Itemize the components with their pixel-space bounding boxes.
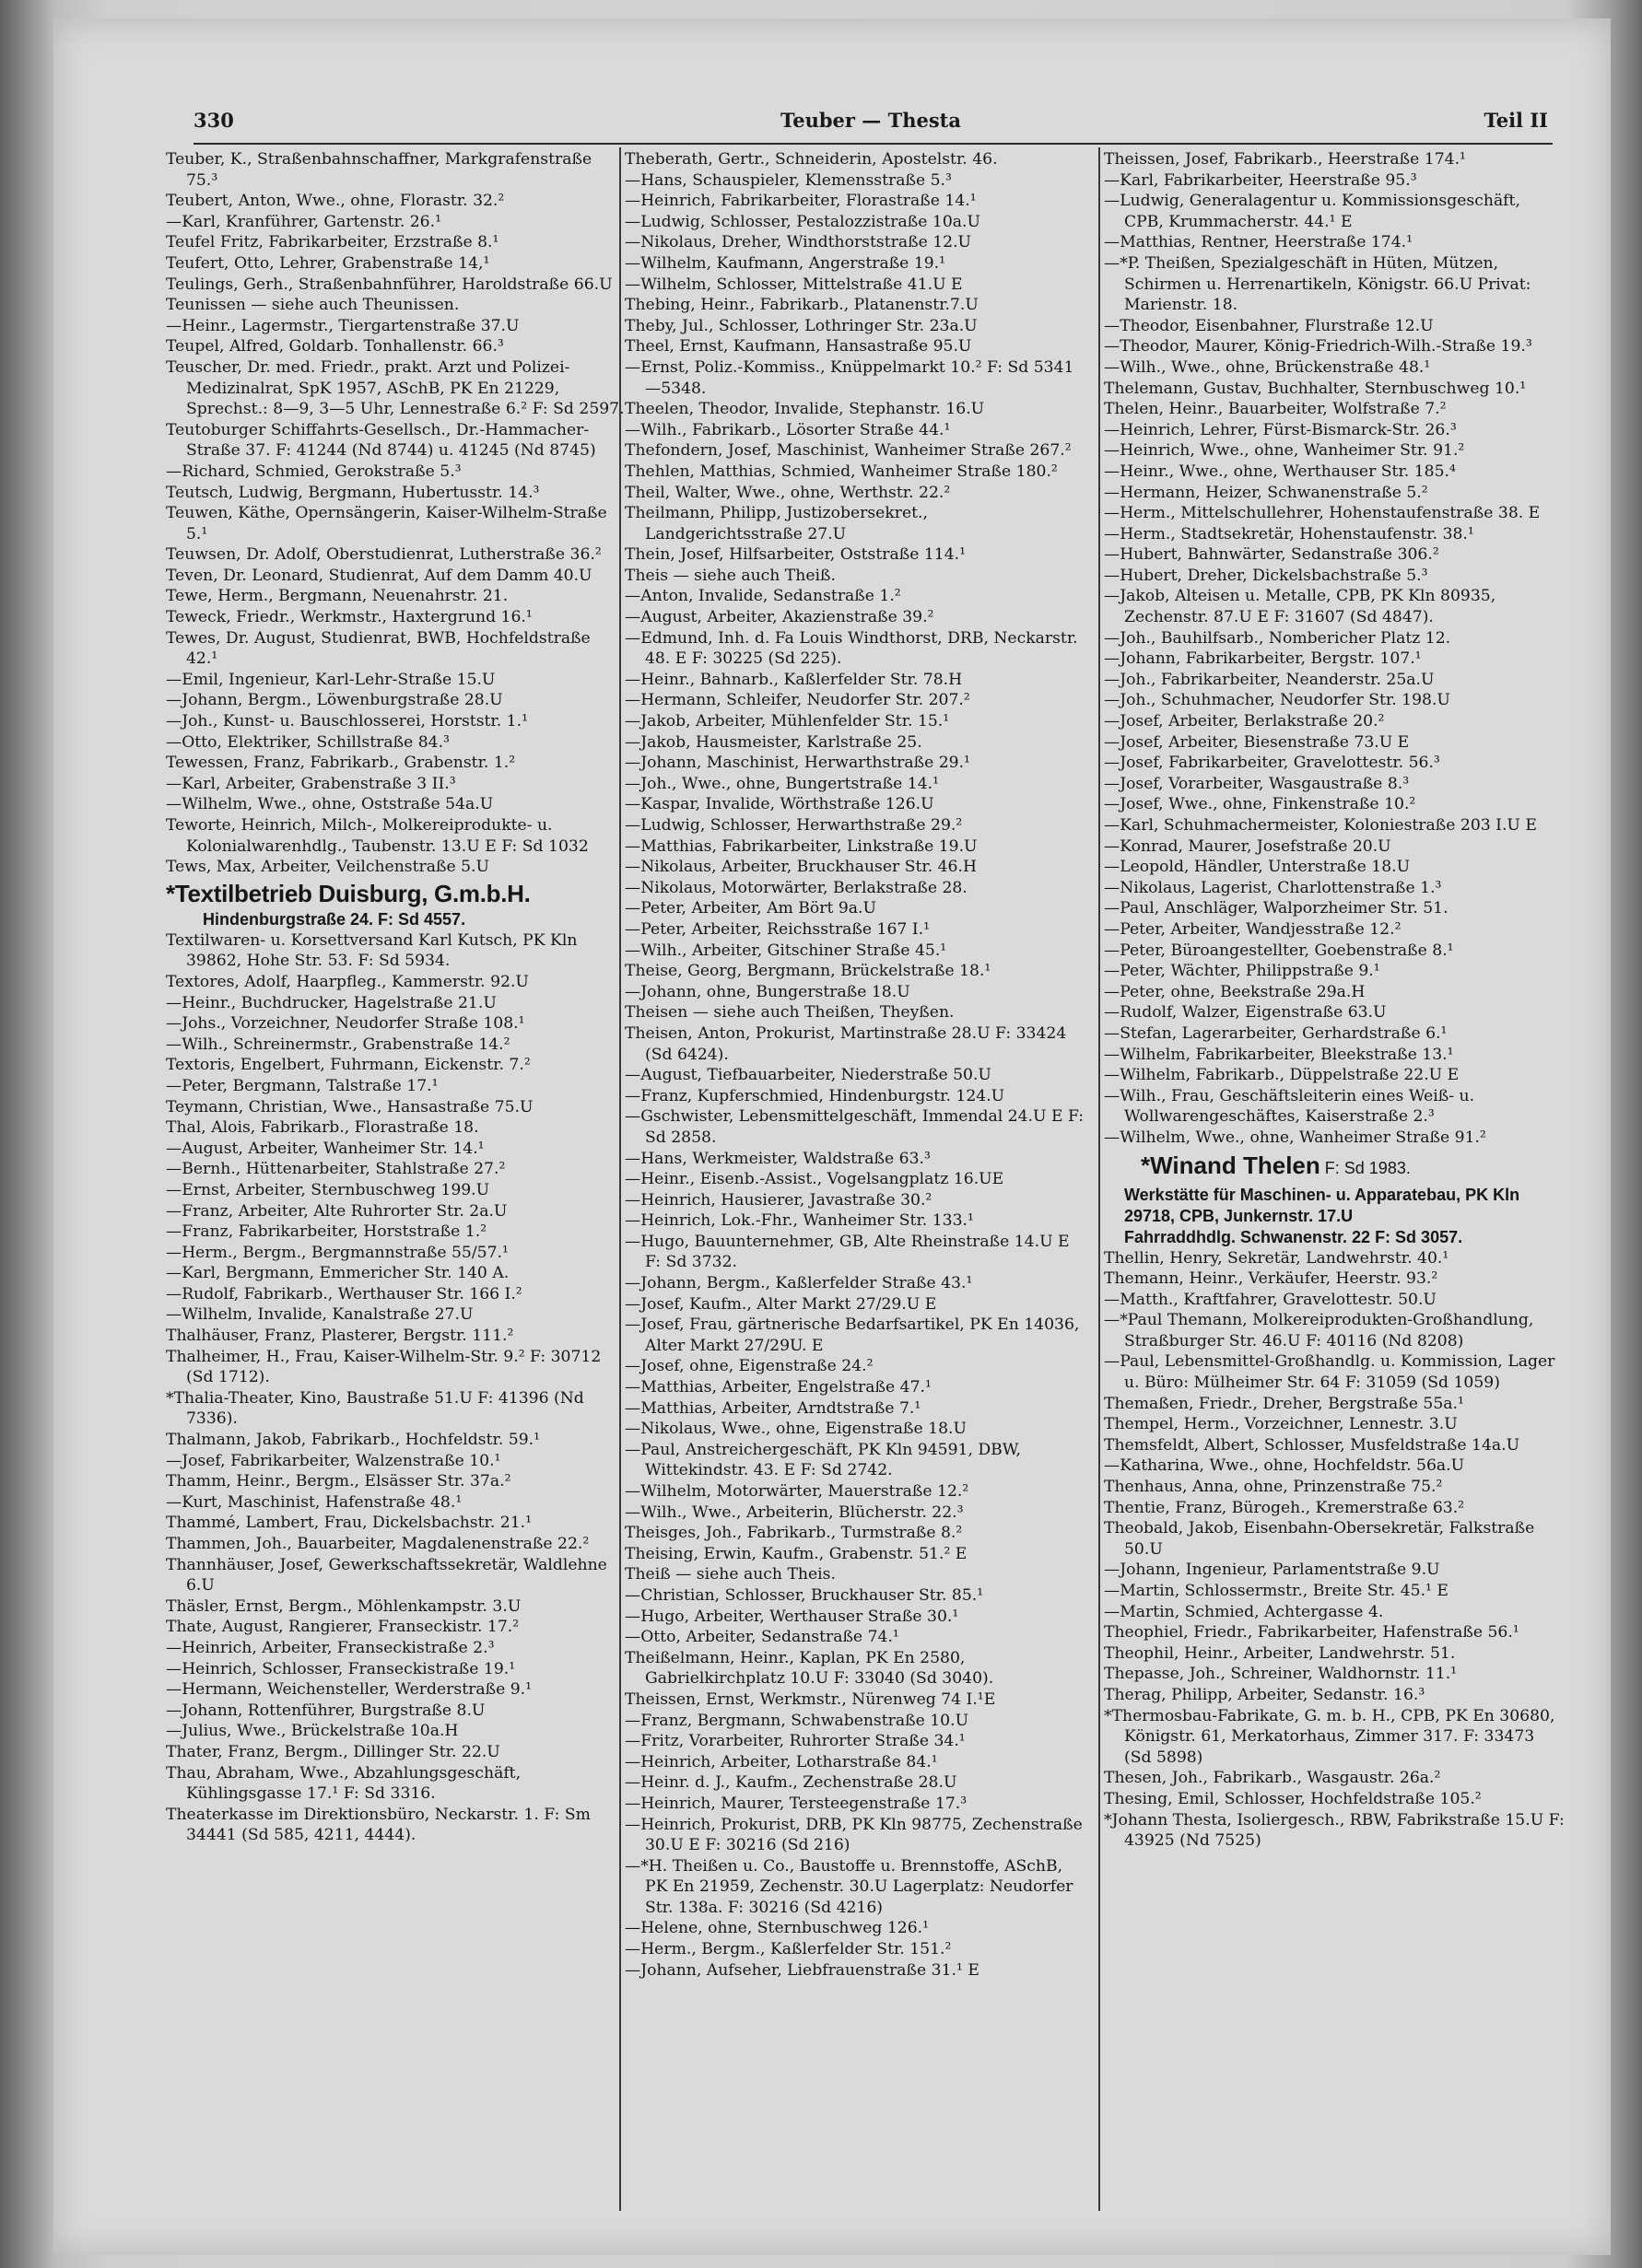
directory-entry: Theisen — siehe auch Theißen, Theyßen. [625,1003,955,1023]
directory-entry: —Peter, Arbeiter, Am Bört 9a.U [625,899,876,918]
directory-entry: Thempel, Herm., Vorzeichner, Lennestr. 3.U [1104,1415,1458,1434]
directory-entry: —Heinr., Lagermstr., Tiergartenstraße 37.U [166,316,520,335]
directory-entry: Theaterkasse im Direktionsbüro, Neckarstr. 1. F: Sm 34441 (Sd 585, 4211, 4444). [166,1805,591,1845]
directory-entry: Teworte, Heinrich, Milch-, Molkereiprodukte- u. Kolonialwarenhdlg., Taubenstr. 13.U E F: Sd 1032 [166,816,589,856]
directory-entry: —Karl, Bergmann, Emmericher Str. 140 A. [166,1264,510,1283]
directory-entry: —Anton, Invalide, Sedanstraße 1.² [625,587,901,606]
directory-entry: Thäsler, Ernst, Bergm., Möhlenkampstr. 3.U [166,1596,522,1616]
directory-entry: —Johann, Rottenführer, Burgstraße 8.U [166,1701,486,1720]
directory-entry: —Johann, ohne, Bungerstraße 18.U [625,982,910,1001]
directory-entry: Textores, Adolf, Haarpfleg., Kammerstr. 92.U [166,972,529,991]
directory-entry: —Herm., Mittelschullehrer, Hohenstaufenstraße 38. E [1104,504,1541,523]
directory-entry: —Josef, Frau, gärtnerische Bedarfsartikel, PK En 14036, Alter Markt 27/29U. E [625,1315,1080,1355]
directory-entry: Teuwsen, Dr. Adolf, Oberstudienrat, Lutherstraße 36.² [166,545,602,565]
directory-entry: —Wilhelm, Wwe., ohne, Oststraße 54a.U [166,795,494,814]
directory-entry: —Ludwig, Schlosser, Pestalozzistraße 10a.U [625,212,980,231]
directory-entry: Theiß — siehe auch Theis. [625,1565,836,1584]
directory-entry: —Wilh., Schreinermstr., Grabenstraße 14.² [166,1035,510,1054]
directory-entry: —Joh., Kunst- u. Bauschlosserei, Horststr. 1.¹ [166,712,528,731]
directory-entry: Therag, Philipp, Arbeiter, Sedanstr. 16.³ [1104,1685,1425,1704]
directory-entry: —Wilh., Fabrikarb., Lösorter Straße 44.¹ [625,420,951,439]
directory-entry: Teuwen, Käthe, Opernsängerin, Kaiser-Wilhelm-Straße 5.¹ [166,504,607,544]
directory-entry: —Karl, Schuhmachermeister, Koloniestraße 203 I.U E [1104,816,1537,835]
directory-entry: Tewe, Herm., Bergmann, Neuenahrstr. 21. [166,587,509,606]
directory-entry: Thebing, Heinr., Fabrikarb., Platanenstr.7.U [625,296,979,315]
directory-entry: —Nikolaus, Wwe., ohne, Eigenstraße 18.U [625,1420,967,1439]
directory-entry: —Josef, Fabrikarbeiter, Gravelottestr. 56.³ [1104,754,1440,773]
directory-entry: —Herm., Stadtsekretär, Hohenstaufenstr. 38.¹ [1104,524,1474,544]
directory-entry: Theelen, Theodor, Invalide, Stephanstr. 16.U [625,400,985,419]
directory-entry: Theise, Georg, Bergmann, Brückelstraße 18.¹ [625,962,991,981]
directory-entry: —Rudolf, Fabrikarb., Werthauser Str. 166 I.² [166,1284,522,1304]
directory-entry: —Wilhelm, Wwe., ohne, Wanheimer Straße 91.² [1104,1128,1486,1147]
directory-entry: —Josef, Wwe., ohne, Finkenstraße 10.² [1104,795,1416,814]
directory-entry: —Nikolaus, Arbeiter, Bruckhauser Str. 46.H [625,858,977,877]
directory-entry: Thentie, Franz, Bürogeh., Kremerstraße 63.² [1104,1498,1465,1517]
directory-entry: —Peter, Büroangestellter, Goebenstraße 8.¹ [1104,941,1454,960]
directory-entry: —*Paul Themann, Molkereiprodukten-Großhandlung, Straßburger Str. 46.U F: 40116 (Nd 8208) [1104,1311,1534,1350]
directory-entry: —Gschwister, Lebensmittelgeschäft, Immendal 24.U E F: Sd 2858. [625,1107,1085,1147]
directory-entry: —Theodor, Eisenbahner, Flurstraße 12.U [1104,316,1434,335]
directory-entry: Theil, Walter, Wwe., ohne, Werthstr. 22.² [625,483,951,502]
directory-entry: —Paul, Lebensmittel-Großhandlg. u. Kommission, Lager u. Büro: Mülheimer Str. 64 F: 31059 (Sd 1059) [1104,1352,1555,1393]
directory-entry: —Joh., Bauhilfsarb., Nombericher Platz 12. [1104,628,1451,648]
directory-entry: Themsfeldt, Albert, Schlosser, Musfeldstraße 14a.U [1104,1435,1520,1455]
directory-entry: —Heinrich, Wwe., ohne, Wanheimer Str. 91.² [1104,441,1465,461]
directory-entry: Thelemann, Gustav, Buchhalter, Sternbuschweg 10.¹ [1104,379,1527,398]
directory-entry: Thate, August, Rangierer, Franseckistr. 17.² [166,1618,520,1637]
directory-entry: —Hans, Schauspieler, Klemensstraße 5.³ [625,170,952,190]
directory-entry: —Wilh., Frau, Geschäftsleiterin eines Weiß- u. Wollwarengeschäftes, Kaiserstraße 2.³ [1104,1086,1475,1127]
directory-entry: Thalheimer, H., Frau, Kaiser-Wilhelm-Str. 9.² F: 30712 (Sd 1712). [166,1347,602,1387]
directory-entry: Theisges, Joh., Fabrikarb., Turmstraße 8.² [625,1524,963,1543]
directory-entry: —Peter, ohne, Beekstraße 29a.H [1104,982,1366,1001]
directory-entry: Teunissen — siehe auch Theunissen. [166,296,460,315]
directory-entry: —Matthias, Rentner, Heerstraße 174.¹ [1104,233,1413,252]
directory-entry: —Heinrich, Prokurist, DRB, PK Kln 98775, Zechenstraße 30.U E F: 30216 (Sd 216) [625,1815,1083,1855]
directory-entry: —Josef, Fabrikarbeiter, Walzenstraße 10.¹ [166,1451,501,1470]
directory-entry: —Johs., Vorzeichner, Neudorfer Straße 108.¹ [166,1014,525,1034]
directory-entry: —Peter, Wächter, Philippstraße 9.¹ [1104,962,1380,981]
directory-entry: —Jakob, Alteisen u. Metalle, CPB, PK Kln 80935, Zechenstr. 87.U E F: 31607 (Sd 4847). [1104,587,1496,627]
directory-entry: —Nikolaus, Dreher, Windthorststraße 12.U [625,233,972,252]
directory-entry: *Thermosbau-Fabrikate, G. m. b. H., CPB, PK En 30680, Königstr. 61, Merkatorhaus, Zimmer 317. F: 33473 (Sd 5898) [1104,1706,1555,1767]
directory-entry: Teufert, Otto, Lehrer, Grabenstraße 14,¹ [166,253,490,273]
directory-entry: —Leopold, Händler, Unterstraße 18.U [1104,858,1411,877]
page-header [194,109,1548,136]
directory-entry: —Paul, Anschläger, Walporzheimer Str. 51. [1104,899,1448,918]
directory-entry: —Ludwig, Generalagentur u. Kommissionsgeschäft, CPB, Krummacherstr. 44.¹ E [1104,192,1520,231]
directory-entry: —Heinrich, Fabrikarbeiter, Florastraße 14.¹ [625,192,977,211]
directory-entry: Teuber, K., Straßenbahnschaffner, Markgrafenstraße 75.³ [166,150,592,190]
directory-entry: Thalmann, Jakob, Fabrikarb., Hochfeldstr. 59.¹ [166,1431,540,1450]
directory-entry: —Johann, Fabrikarbeiter, Bergstr. 107.¹ [1104,649,1422,669]
directory-entry: —Nikolaus, Lagerist, Charlottenstraße 1.³ [1104,878,1442,897]
directory-entry: Tews, Max, Arbeiter, Veilchenstraße 5.U [166,858,489,877]
directory-entry: —Helene, ohne, Sternbuschweg 126.¹ [625,1919,930,1938]
directory-entry: —Karl, Arbeiter, Grabenstraße 3 II.³ [166,774,456,793]
directory-entry: —Fritz, Vorarbeiter, Ruhrorter Straße 34.¹ [625,1732,966,1751]
directory-entry: —Martin, Schlossermstr., Breite Str. 45.¹ E [1104,1582,1448,1600]
directory-entry: Teulings, Gerh., Straßenbahnführer, Haroldstraße 66.U [166,275,613,294]
directory-entry: —Wilh., Wwe., ohne, Brückenstraße 48.¹ [1104,357,1431,377]
directory-entry: —Ludwig, Schlosser, Herwarthstraße 29.² [625,816,963,835]
directory-entry: Thammen, Joh., Bauarbeiter, Magdalenenstraße 22.² [166,1535,590,1553]
directory-entry: —Matthias, Arbeiter, Engelstraße 47.¹ [625,1378,932,1397]
directory-entry: Teutsch, Ludwig, Bergmann, Hubertusstr. 14.³ [166,483,540,502]
directory-entry: Teven, Dr. Leonard, Studienrat, Auf dem Damm 40.U [166,566,592,585]
directory-entry: Themann, Heinr., Verkäufer, Heerstr. 93.² [1104,1269,1438,1289]
advertisement-phone: F: Sd 1983. [1319,1158,1411,1177]
directory-entry: —August, Arbeiter, Wanheimer Str. 14.¹ [166,1139,485,1158]
directory-entry: —Kaspar, Invalide, Wörthstraße 126.U [625,795,934,814]
directory-entry: —Wilhelm, Invalide, Kanalstraße 27.U [166,1305,474,1325]
part-label: Teil II [1484,109,1548,132]
directory-entry: —Johann, Aufseher, Liebfrauenstraße 31.¹ E [625,1960,979,1980]
directory-entry: —Hubert, Bahnwärter, Sedanstraße 306.² [1104,545,1439,565]
directory-entry: Theissen, Josef, Fabrikarb., Heerstraße 174.¹ [1104,150,1466,169]
directory-entry: —Hermann, Schleifer, Neudorfer Str. 207.² [625,691,970,710]
column-3 [1104,149,1565,1852]
directory-entry: Thammé, Lambert, Frau, Dickelsbachstr. 21.¹ [166,1514,532,1533]
directory-entry: Thalhäuser, Franz, Plasterer, Bergstr. 111.² [166,1327,514,1346]
directory-entry: —Rudolf, Walzer, Eigenstraße 63.U [1104,1003,1387,1023]
directory-entry: Textoris, Engelbert, Fuhrmann, Eickenstr. 7.² [166,1056,531,1075]
directory-entry: —Wilhelm, Fabrikarb., Düppelstraße 22.U E [1104,1066,1460,1085]
directory-entry: —Julius, Wwe., Brückelstraße 10a.H [166,1722,459,1741]
directory-entry: Textilwaren- u. Korsettversand Karl Kutsch, PK Kln 39862, Hohe Str. 53. F: Sd 5934. [166,930,578,971]
directory-entry: Theel, Ernst, Kaufmann, Hansastraße 95.U [625,337,972,357]
directory-entry: —Johann, Bergm., Kaßlerfelder Straße 43.¹ [625,1274,973,1293]
directory-entry: Thelen, Heinr., Bauarbeiter, Wolfstraße 7.² [1104,400,1447,419]
advertisement-line: Fahrraddhdlg. Schwanenstr. 22 F: Sd 3057. [1124,1227,1463,1246]
directory-entry: Thepasse, Joh., Schreiner, Waldhornstr. 11.¹ [1104,1665,1458,1684]
column-1 [166,149,627,1846]
directory-entry: —Wilh., Arbeiter, Gitschiner Straße 45.¹ [625,941,947,960]
directory-entry: —Wilhelm, Motorwärter, Mauerstraße 12.² [625,1482,969,1501]
directory-entry: —Katharina, Wwe., ohne, Hochfeldstr. 56a.U [1104,1456,1465,1476]
directory-entry: —Hugo, Arbeiter, Werthauser Straße 30.¹ [625,1607,959,1626]
advertisement-heading [1104,1149,1565,1185]
directory-entry: Theby, Jul., Schlosser, Lothringer Str. 23a.U [625,316,978,335]
directory-entry: —Matthias, Fabrikarbeiter, Linkstraße 19.U [625,836,978,856]
directory-entry: Teutoburger Schiffahrts-Gesellsch., Dr.-Hammacher-Straße 37. F: 41244 (Nd 8744) u. 41245 (Nd 8745) [166,420,596,461]
directory-entry: —Hans, Werkmeister, Waldstraße 63.³ [625,1149,931,1168]
directory-entry: —Heinr. d. J., Kaufm., Zechenstraße 28.U [625,1773,957,1793]
directory-entry: Teupel, Alfred, Goldarb. Tonhallenstr. 66.³ [166,337,504,357]
directory-entry: Theising, Erwin, Kaufm., Grabenstr. 51.² E [625,1544,968,1563]
directory-entry: —Ernst, Poliz.-Kommiss., Knüppelmarkt 10.² F: Sd 5341—5348. [625,357,1074,398]
directory-entry: —Josef, Arbeiter, Biesenstraße 73.U E [1104,732,1410,752]
directory-entry: Tewes, Dr. August, Studienrat, BWB, Hochfeldstraße 42.¹ [166,628,591,669]
directory-entry: —Josef, ohne, Eigenstraße 24.² [625,1357,874,1376]
directory-entry: —Joh., Schuhmacher, Neudorfer Str. 198.U [1104,691,1450,710]
directory-entry: Theilmann, Philipp, Justizobersekret., Landgerichtsstraße 27.U [625,504,928,544]
page-number: 330 [194,109,234,132]
directory-entry: Theis — siehe auch Theiß. [625,566,836,585]
directory-entry: *Thalia-Theater, Kino, Baustraße 51.U F: 41396 (Nd 7336). [166,1388,584,1429]
directory-entry: Thefondern, Josef, Maschinist, Wanheimer Straße 267.² [625,441,1072,461]
directory-entry: —Kurt, Maschinist, Hafenstraße 48.¹ [166,1492,463,1512]
advertisement-address: Hindenburgstraße 24. F: Sd 4557. [203,909,466,929]
directory-entry: —Jakob, Arbeiter, Mühlenfelder Str. 15.¹ [625,712,950,731]
directory-entry: —Peter, Bergmann, Talstraße 17.¹ [166,1076,439,1095]
directory-entry: Thal, Alois, Fabrikarb., Florastraße 18. [166,1118,479,1138]
directory-entry: —Wilhelm, Fabrikarbeiter, Bleekstraße 13.¹ [1104,1045,1454,1064]
directory-entry: —Joh., Fabrikarbeiter, Neanderstr. 25a.U [1104,670,1435,689]
directory-entry: —Heinr., Eisenb.-Assist., Vogelsangplatz 16.UE [625,1170,1004,1189]
column-2 [625,149,1085,1981]
directory-entry: Teweck, Friedr., Werkmstr., Haxtergrund 16.¹ [166,608,533,627]
directory-entry: —Matth., Kraftfahrer, Gravelottestr. 50.U [1104,1290,1437,1309]
directory-entry: —Peter, Arbeiter, Reichsstraße 167 I.¹ [625,919,930,939]
directory-entry: —Hermann, Heizer, Schwanenstraße 5.² [1104,483,1428,502]
directory-entry: —Franz, Arbeiter, Alte Ruhrorter Str. 2a.U [166,1201,508,1221]
directory-entry: —Franz, Kupferschmied, Hindenburgstr. 124.U [625,1086,1005,1105]
directory-entry: Thesen, Joh., Fabrikarb., Wasgaustr. 26a.² [1104,1769,1441,1788]
directory-entry: —Johann, Ingenieur, Parlamentstraße 9.U [1104,1561,1440,1580]
directory-entry: Theberath, Gertr., Schneiderin, Apostelstr. 46. [625,150,998,169]
directory-entry: Thamm, Heinr., Bergm., Elsässer Str. 37a.² [166,1472,511,1491]
directory-entry: —Theodor, Maurer, König-Friedrich-Wilh.-Straße 19.³ [1104,337,1532,357]
directory-entry: —Jakob, Hausmeister, Karlstraße 25. [625,732,922,752]
directory-entry: —Franz, Fabrikarbeiter, Horststraße 1.² [166,1222,487,1242]
directory-entry: Thau, Abraham, Wwe., Abzahlungsgeschäft, Kühlingsgasse 17.¹ F: Sd 3316. [166,1763,522,1804]
directory-entry: —Edmund, Inh. d. Fa Louis Windthorst, DRB, Neckarstr. 48. E F: 30225 (Sd 225). [625,628,1078,669]
directory-entry: —Emil, Ingenieur, Karl-Lehr-Straße 15.U [166,670,496,689]
directory-entry: Theisen, Anton, Prokurist, Martinstraße 28.U F: 33424 (Sd 6424). [625,1023,1067,1064]
directory-entry: Thater, Franz, Bergm., Dillinger Str. 22.U [166,1742,500,1761]
directory-entry: Teufel Fritz, Fabrikarbeiter, Erzstraße 8.¹ [166,233,499,252]
directory-entry: Theißelmann, Heinr., Kaplan, PK En 2580, Gabrielkirchplatz 10.U F: 33040 (Sd 3040). [625,1648,994,1689]
directory-entry: —Otto, Arbeiter, Sedanstraße 74.¹ [625,1628,899,1647]
directory-entry: Thenhaus, Anna, ohne, Prinzenstraße 75.² [1104,1478,1443,1497]
directory-entry: —Ernst, Arbeiter, Sternbuschweg 199.U [166,1180,490,1199]
directory-entry: Thein, Josef, Hilfsarbeiter, Oststraße 114.¹ [625,545,967,565]
directory-entry: Teuscher, Dr. med. Friedr., prakt. Arzt und Polizei-Medizinalrat, SpK 1957, ASchB, PK En 21229, Sprechst.: 8—9, 3—5 Uhr, Lennestraße 6.² F: Sd 2597. [166,357,625,419]
directory-entry: —Peter, Arbeiter, Wandjesstraße 12.² [1104,919,1402,939]
running-head: Teuber — Thesta [780,109,961,132]
directory-entry: *Johann Thesta, Isoliergesch., RBW, Fabrikstraße 15.U F: 43925 (Nd 7525) [1104,1810,1565,1851]
directory-entry: —Joh., Wwe., ohne, Bungertstraße 14.¹ [625,774,940,793]
directory-entry: Theophil, Heinr., Arbeiter, Landwehrstr. 51. [1104,1643,1456,1663]
directory-entry: —Karl, Fabrikarbeiter, Heerstraße 95.³ [1104,170,1417,190]
directory-entry: —Nikolaus, Motorwärter, Berlakstraße 28. [625,878,968,897]
directory-entry: —Christian, Schlosser, Bruckhauser Str. 85.¹ [625,1585,984,1605]
directory-entry: Themaßen, Friedr., Dreher, Bergstraße 55a.¹ [1104,1394,1464,1413]
directory-entry: Theophiel, Friedr., Fabrikarbeiter, Hafenstraße 56.¹ [1104,1623,1519,1643]
directory-entry: —Johann, Bergm., Löwenburgstraße 28.U [166,691,503,710]
directory-entry: —Josef, Kaufm., Alter Markt 27/29.U E [625,1294,937,1314]
directory-entry: Theissen, Ernst, Werkmstr., Nürenweg 74 I.¹E [625,1689,996,1709]
directory-entry: —Konrad, Maurer, Josefstraße 20.U [1104,836,1391,856]
directory-entry: —Karl, Kranführer, Gartenstr. 26.¹ [166,212,441,231]
directory-entry: —Hugo, Bauunternehmer, GB, Alte Rheinstraße 14.U E F: Sd 3732. [625,1232,1070,1272]
directory-entry: —Richard, Schmied, Gerokstraße 5.³ [166,462,462,481]
directory-entry: —Heinrich, Lok.-Fhr., Wanheimer Str. 133.¹ [625,1211,974,1231]
directory-entry: —Johann, Maschinist, Herwarthstraße 29.¹ [625,754,970,773]
directory-entry: —Matthias, Arbeiter, Arndtstraße 7.¹ [625,1398,921,1418]
directory-entry: —Heinrich, Arbeiter, Franseckistraße 2.³ [166,1638,495,1657]
directory-entry: —Hermann, Weichensteller, Werderstraße 9.¹ [166,1680,532,1700]
directory-entry: Tewessen, Franz, Fabrikarb., Grabenstr. 1.² [166,754,516,773]
directory-entry: —Wilhelm, Kaufmann, Angerstraße 19.¹ [625,253,946,273]
directory-entry: —Paul, Anstreichergeschäft, PK Kln 94591, DBW, Wittekindstr. 43. E F: Sd 2742. [625,1440,1021,1480]
directory-entry: —Hubert, Dreher, Dickelsbachstraße 5.³ [1104,566,1428,585]
directory-entry: Thesing, Emil, Schlosser, Hochfeldstraße 105.² [1104,1789,1482,1808]
advertisement-heading: *Textilbetrieb Duisburg, G.m.b.H. [166,879,531,907]
directory-entry: —Josef, Vorarbeiter, Wasgaustraße 8.³ [1104,774,1410,793]
directory-entry: —Stefan, Lagerarbeiter, Gerhardstraße 6.¹ [1104,1023,1448,1043]
directory-entry: —Wilh., Wwe., Arbeiterin, Blücherstr. 22.³ [625,1502,964,1522]
directory-entry: —Heinrich, Schlosser, Franseckistraße 19.¹ [166,1659,516,1678]
directory-entry: —Bernh., Hüttenarbeiter, Stahlstraße 27.² [166,1160,506,1179]
advertisement-title: *Winand Thelen [1141,1151,1320,1179]
directory-entry: —Herm., Bergm., Kaßlerfelder Str. 151.² [625,1940,952,1959]
directory-entry: Theobald, Jakob, Eisenbahn-Obersekretär, Falkstraße 50.U [1104,1519,1535,1559]
directory-entry: Teubert, Anton, Wwe., ohne, Florastr. 32.² [166,192,505,211]
directory-entry: —August, Tiefbauarbeiter, Niederstraße 50.U [625,1066,991,1085]
header-rule [194,143,1553,145]
directory-entry: —Otto, Elektriker, Schillstraße 84.³ [166,732,450,752]
directory-entry: —Herm., Bergm., Bergmannstraße 55/57.¹ [166,1243,509,1262]
directory-entry: Thannhäuser, Josef, Gewerkschaftssekretär, Waldlehne 6.U [166,1555,607,1596]
directory-entry: Thellin, Henry, Sekretär, Landwehrstr. 40.¹ [1104,1248,1449,1268]
column-divider-2 [1098,147,1100,2211]
directory-entry: Teymann, Christian, Wwe., Hansastraße 75.U [166,1097,534,1116]
advertisement-line: Werkstätte für Maschinen- u. Apparatebau, PK Kln 29718, CPB, Junkernstr. 17.U [1124,1185,1520,1225]
directory-entry: Thehlen, Matthias, Schmied, Wanheimer Straße 180.² [625,462,1058,481]
directory-entry: —August, Arbeiter, Akazienstraße 39.² [625,608,934,627]
directory-entry: —Heinrich, Lehrer, Fürst-Bismarck-Str. 26.³ [1104,420,1457,439]
directory-entry: —Josef, Arbeiter, Berlakstraße 20.² [1104,712,1385,731]
directory-entry: —Martin, Schmied, Achtergasse 4. [1104,1602,1384,1621]
directory-entry: —Franz, Bergmann, Schwabenstraße 10.U [625,1711,969,1730]
directory-entry: —Heinrich, Maurer, Tersteegenstraße 17.³ [625,1794,968,1813]
directory-entry: —Wilhelm, Schlosser, Mittelstraße 41.U E [625,275,963,294]
directory-entry: —*P. Theißen, Spezialgeschäft in Hüten, Mützen, Schirmen u. Herrenartikeln, Königstr. 66.U Privat: Marienstr. 18. [1104,253,1531,315]
directory-entry: —Heinr., Buchdrucker, Hagelstraße 21.U [166,993,497,1012]
directory-entry: —Heinrich, Arbeiter, Lotharstraße 84.¹ [625,1752,938,1771]
directory-entry: —Heinr., Wwe., ohne, Werthauser Str. 185.⁴ [1104,462,1456,481]
directory-entry: —*H. Theißen u. Co., Baustoffe u. Brennstoffe, ASchB, PK En 21959, Zechenstr. 30.U Lagerplatz: Neudorfer Str. 138a. F: 30216 (Sd 4216) [625,1856,1073,1917]
directory-entry: —Heinrich, Hausierer, Javastraße 30.² [625,1190,932,1210]
directory-entry: —Heinr., Bahnarb., Kaßlerfelder Str. 78.H [625,670,963,689]
